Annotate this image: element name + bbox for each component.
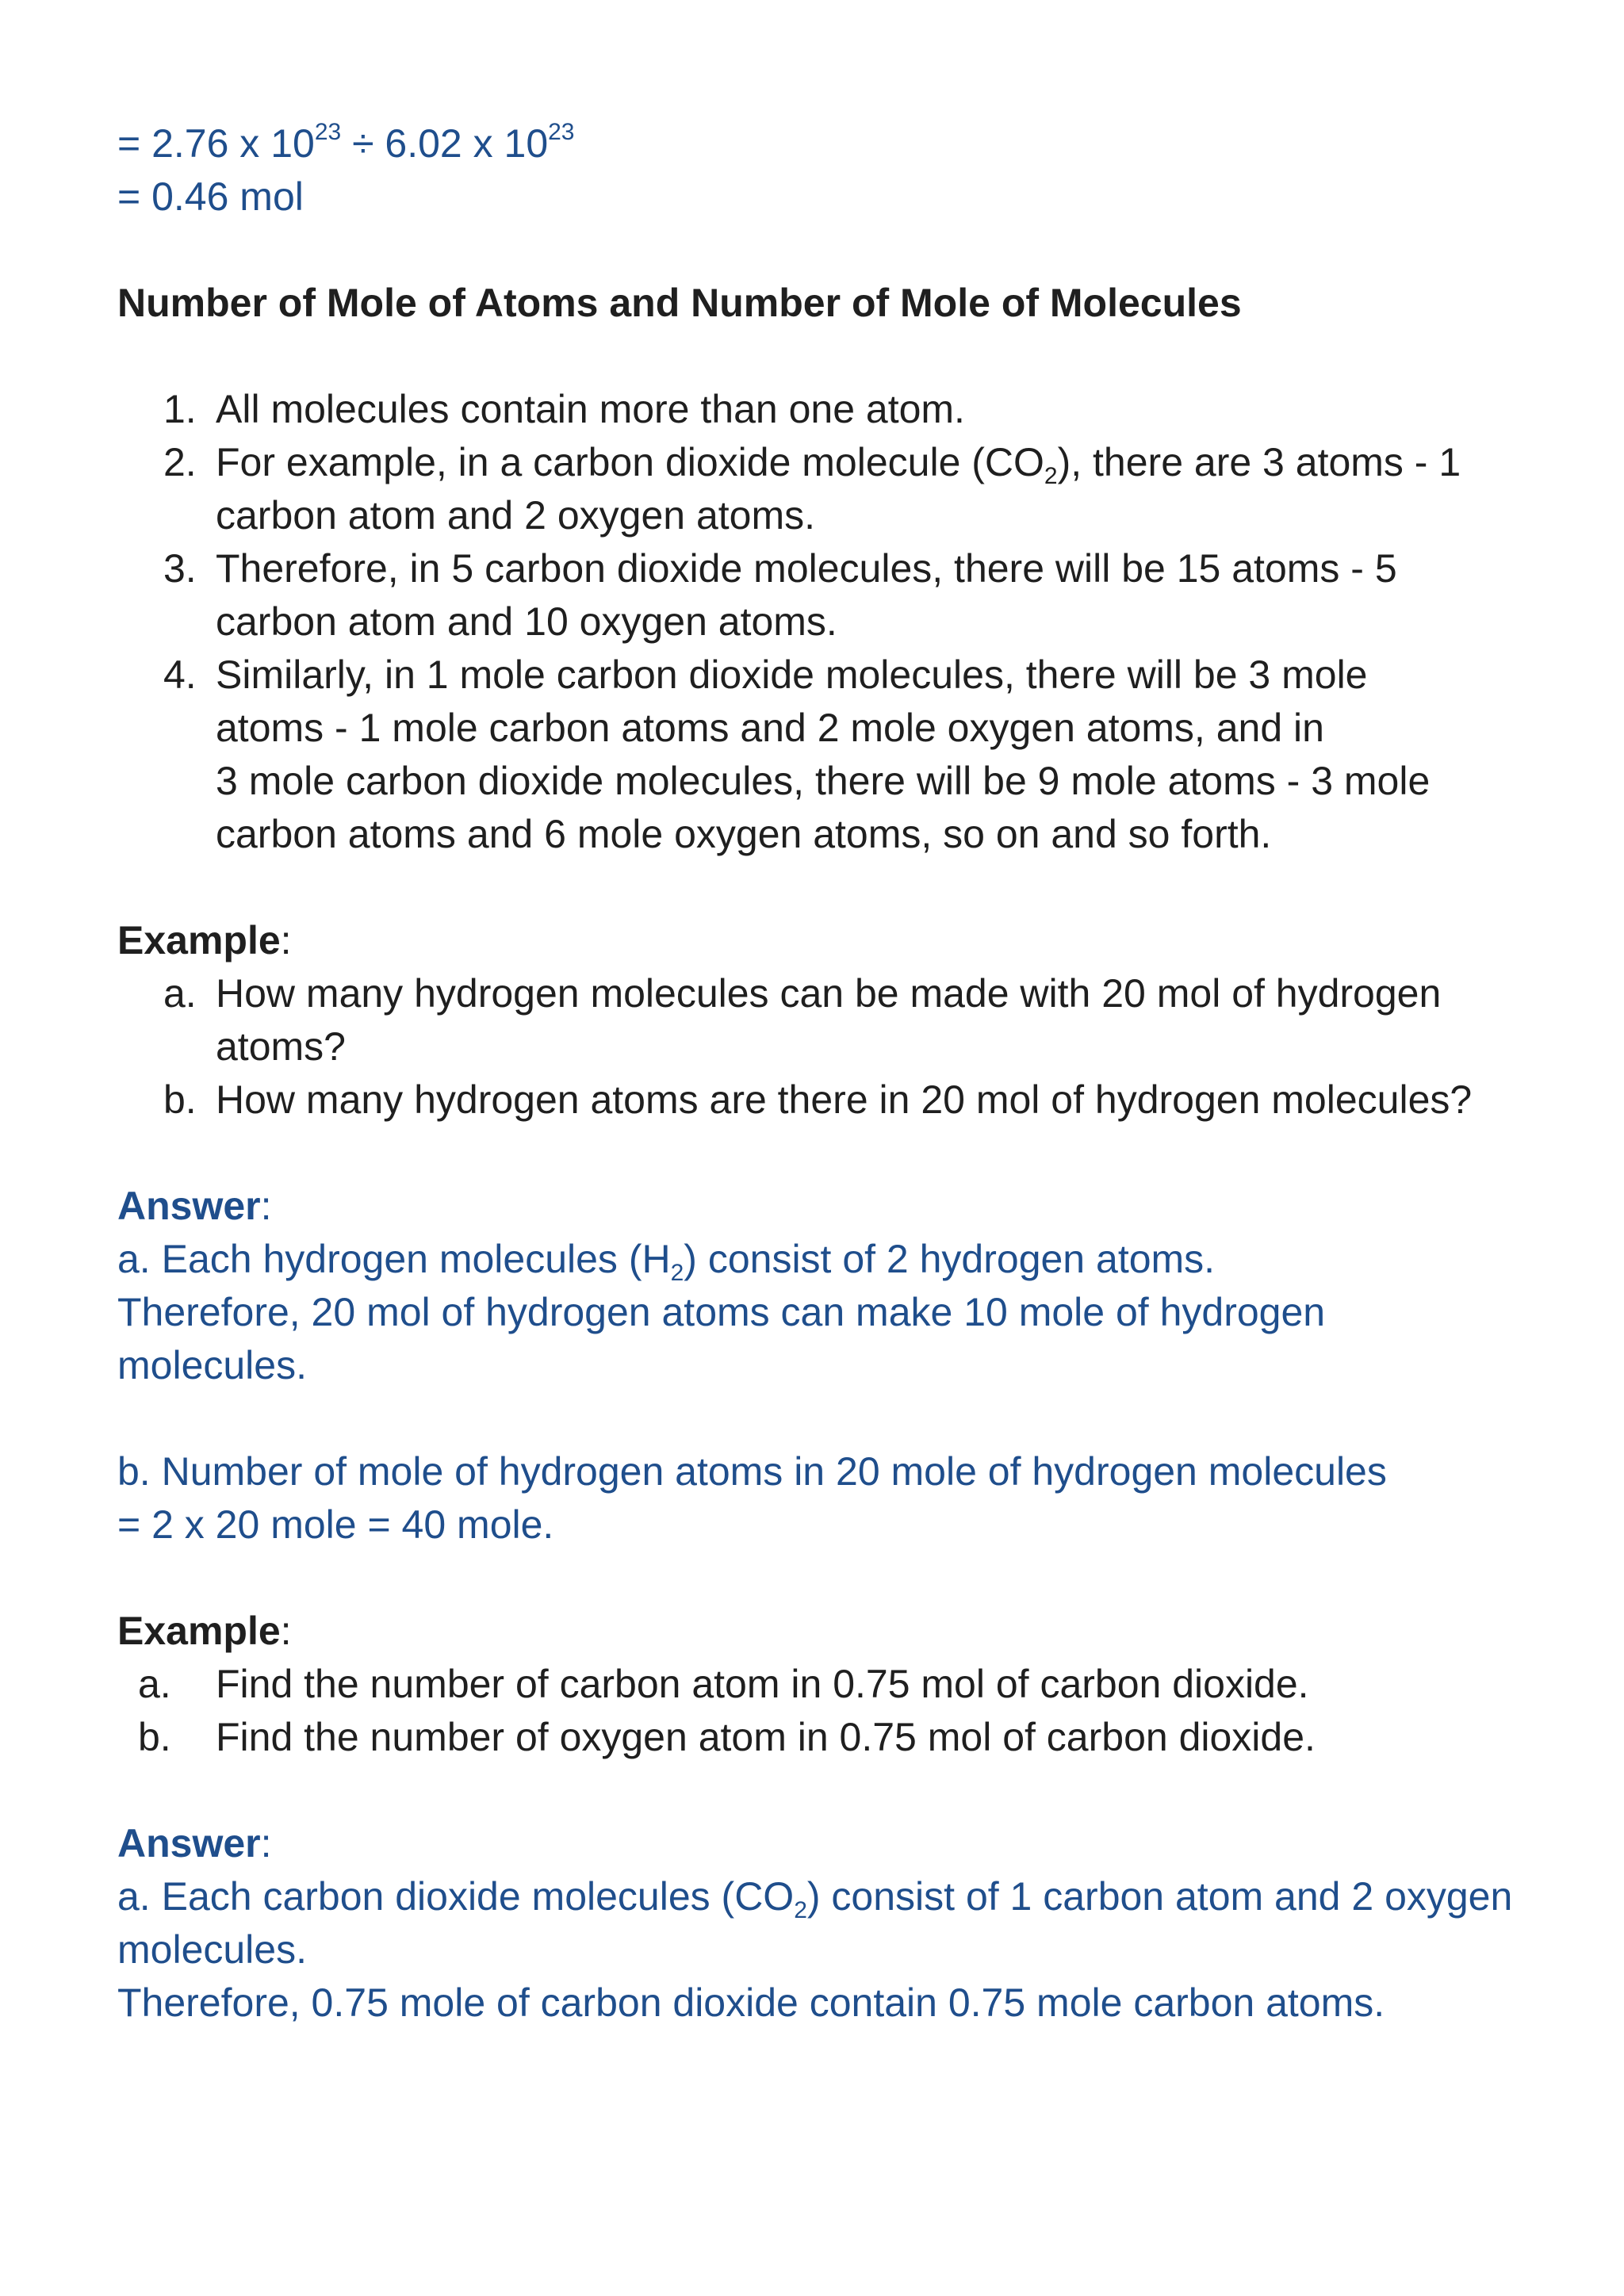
- list-item: a. Find the number of carbon atom in 0.75 mol of carbon dioxide.: [138, 1662, 1309, 1706]
- exponent: 23: [548, 119, 575, 145]
- answer-line: Therefore, 0.75 mole of carbon dioxide contain 0.75 mole carbon atoms.: [117, 1980, 1385, 2025]
- example-heading: Example:: [117, 918, 292, 962]
- calc-line-2: = 0.46 mol: [117, 174, 304, 219]
- list-item: 4. Similarly, in 1 mole carbon dioxide molecules, there will be 3 mole atoms - 1 mole carbon atoms and 2 mole oxygen atoms, and in 3 mole carbon dioxide molecules, there will be 9 mole atoms - 3 mole carbon atoms and 6 mole oxygen atoms, so on and so forth.: [163, 652, 1431, 856]
- section-heading: Number of Mole of Atoms and Number of Mole of Molecules: [117, 281, 1242, 325]
- list-item: 2. For example, in a carbon dioxide molecule $(CO_2)$, there are 3 atoms - 1 carbon atom and 2 oxygen atoms.: [163, 440, 1461, 538]
- page-content: [117, 117, 1529, 2030]
- answer-line: a. Each hydrogen molecules $(H_2)$ consist of 2 hydrogen atoms.: [117, 1237, 1216, 1286]
- answer-line: a. Each carbon dioxide molecules $(CO_2)$ consist of 1 carbon atom and 2 oxygen: [117, 1874, 1513, 1923]
- exponent: 23: [314, 119, 342, 145]
- list-item: 1. All molecules contain more than one atom.: [163, 387, 965, 431]
- calc-line-1: = 2.76 x $10^{23} \div 6.02$ x $10^{23}$: [117, 119, 575, 166]
- answer-line: molecules.: [117, 1927, 307, 1972]
- list-item: 3. Therefore, in 5 carbon dioxide molecules, there will be 15 atoms - 5 carbon atom and 10 oxygen atoms.: [163, 546, 1397, 644]
- list-item: a. How many hydrogen molecules can be made with 20 mol of hydrogen atoms?: [163, 971, 1442, 1069]
- answer-line: Therefore, 20 mol of hydrogen atoms can make 10 mole of hydrogen: [117, 1290, 1326, 1334]
- subscript: 2: [670, 1260, 684, 1286]
- numbered-list: [117, 383, 1529, 861]
- list-item: b. Find the number of oxygen atom in 0.75 mol of carbon dioxide.: [138, 1715, 1316, 1759]
- answer-line: b. Number of mole of hydrogen atoms in 20 mole of hydrogen molecules: [117, 1449, 1387, 1494]
- list-item: b. How many hydrogen atoms are there in 20 mol of hydrogen molecules?: [163, 1077, 1473, 1122]
- answer-line: = 2 x 20 mole = 40 mole.: [117, 1502, 554, 1547]
- answer-line: molecules.: [117, 1343, 307, 1387]
- subscript: 2: [1044, 463, 1058, 489]
- example-heading: Example:: [117, 1609, 292, 1653]
- answer-heading: Answer:: [117, 1821, 272, 1866]
- example-list: [117, 967, 1529, 1127]
- example-list: [117, 1658, 1529, 1764]
- answer-heading: Answer:: [117, 1184, 272, 1228]
- subscript: 2: [794, 1897, 807, 1923]
